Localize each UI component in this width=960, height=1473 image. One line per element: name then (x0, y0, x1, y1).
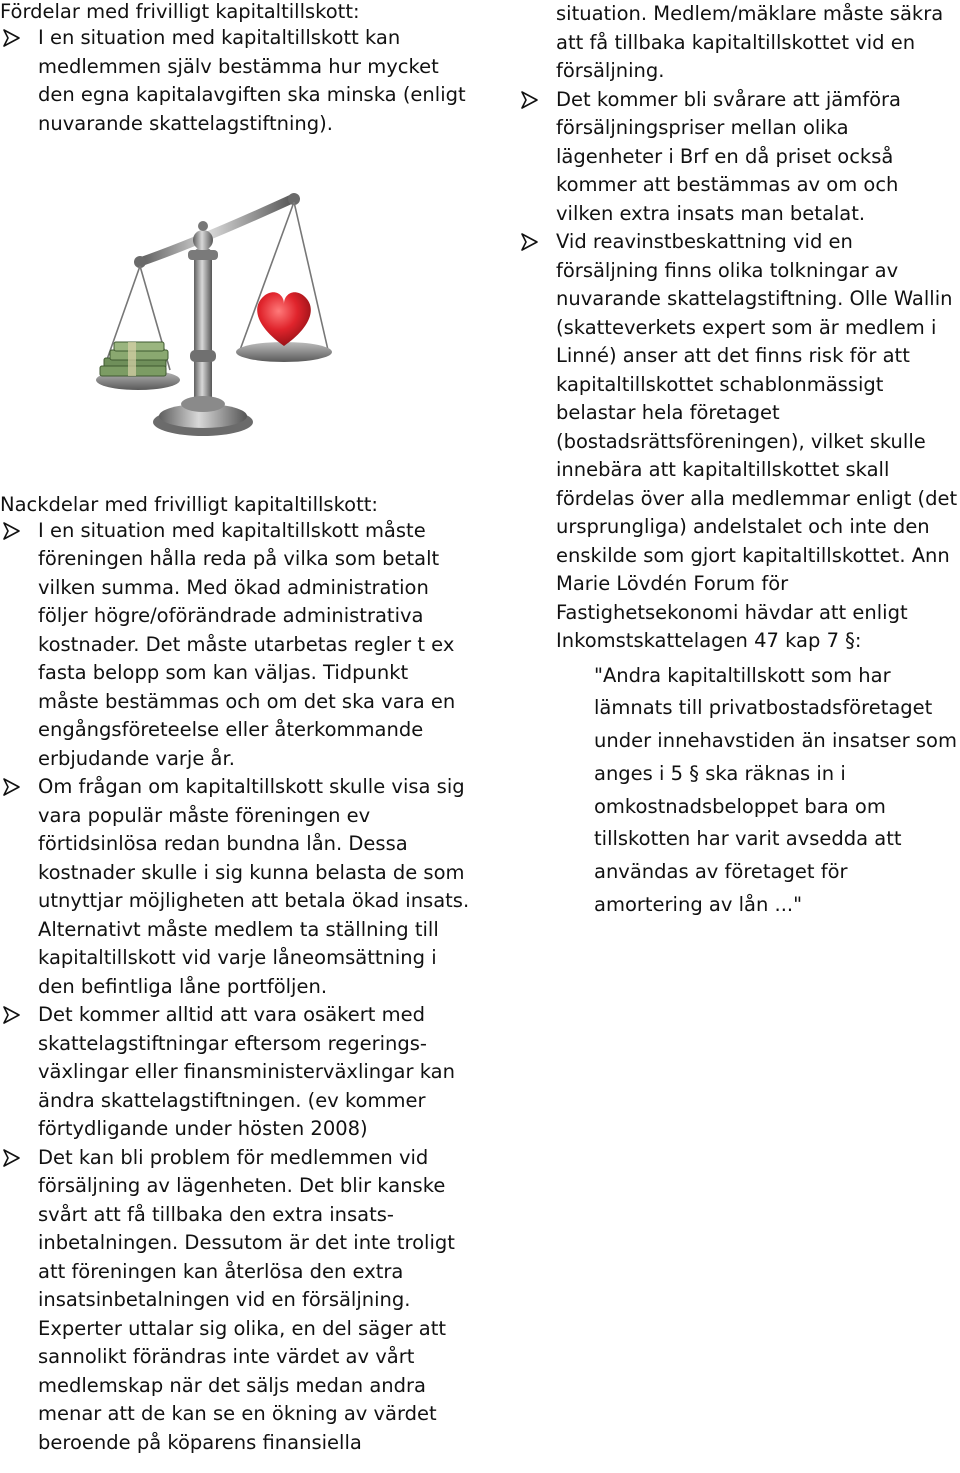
balance-scale-illustration (88, 190, 334, 460)
disadvantages-list (0, 517, 470, 1458)
money-stack-icon (100, 342, 168, 376)
list-item-text: I en situation med kapitaltillskott måste föreningen hålla reda på vilka som betalt vilken summa. Med ökad administration följer högre/oförändrade administrativa kostnader. Det måste utarbetas regler t ex fasta belopp som kan väljas. Tidpunkt måste bestämmas och om det ska vara en engångsföreteelse eller återkommande erbjudande varje år. (38, 518, 456, 770)
arrowhead-bullet-icon (2, 1001, 22, 1029)
list-item-text: Det kan bli problem för medlemmen vid försäljning av lägenheten. Det blir kanske svårt att få tillbaka den extra insats-inbetalningen. Dessutom är det inte troligt att föreningen kan återlösa den extra insatsinbetalningen vid en försäljning. Experter uttalar sig olika, en del säger att sannolikt förändras inte värdet av vårt medlemskap när det säljs medan andra menar att de kan se en ökning av värdet beroende på köparens finansiella (38, 1145, 455, 1454)
list-item-text: Vid reavinstbeskattning vid en försäljning finns olika tolkningar av nuvarande skattelagstiftning. Olle Wallin (skatteverkets expert som är medlem i Linné) anser att det finns risk för att kapitaltillskottet schablonmässigt belastar hela företaget (bostadsrättsföreningen), vilket skulle innebära att kapitaltillskottet skall fördelas över alla medlemmar enligt (det ursprungliga) andelstalet och inte den enskilde som gjort kapitaltillskottet. Ann Marie Lövdén Forum för Fastighetsekonomi hävdar att enligt Inkomstskattelagen 47 kap 7 §: (556, 230, 958, 652)
list-item-text: Det kommer bli svårare att jämföra försäljningspriser mellan olika lägenheter i Brf en då priset också kommer att bestämmas av om och vilken extra insats man betalat. (556, 87, 901, 225)
disadvantages-heading: Nackdelar med frivilligt kapitaltillskott: (0, 492, 378, 516)
list-item (0, 773, 470, 1001)
list-item-text: I en situation med kapitaltillskott kan medlemmen själv bestämma hur mycket den egna kapitalavgiften ska minska (enligt nuvarande skattelagstiftning). (38, 26, 466, 135)
continuation-text: situation. Medlem/mäklare måste säkra att få tillbaka kapitaltillskottet vid en försäljning. (556, 2, 944, 82)
arrowhead-bullet-icon (520, 228, 540, 256)
arrowhead-bullet-icon (2, 517, 22, 545)
law-quote: "Andra kapitaltillskott som har lämnats till privatbostadsföretaget under innehavstiden än insatser som anges i 5 § ska räknas in i omkostnadsbeloppet bara om tillskotten har varit avsedda att användas av företaget för amortering av lån ..." (594, 663, 957, 917)
heart-icon (257, 292, 311, 346)
list-item (518, 86, 960, 229)
arrowhead-bullet-icon (2, 24, 22, 52)
list-item (0, 1144, 470, 1458)
arrowhead-bullet-icon (2, 1144, 22, 1172)
right-list (518, 86, 960, 656)
list-item (0, 24, 470, 138)
advantages-heading: Fördelar med frivilligt kapitaltillskott: (0, 0, 360, 23)
advantages-list (0, 24, 470, 138)
list-item (0, 1001, 470, 1144)
arrowhead-bullet-icon (520, 86, 540, 114)
left-column (0, 0, 470, 1457)
list-item-text: Om frågan om kapitaltillskott skulle visa sig vara populär måste föreningen ev förtidsinlösa redan bundna lån. Dessa kostnader skulle i sig kunna belasta de som utnyttjar möjligheten att betala ökad insats. Alternativt måste medlem ta ställning till kapitaltillskott vid varje låneomsättning i den befintliga låne portföljen. (38, 775, 470, 998)
list-item-text: Det kommer alltid att vara osäkert med skattelagstiftningar eftersom regerings-växlingar eller finansministerväxlingar kan ändra skattelagstiftningen. (ev kommer förtydligande under hösten 2008) (38, 1003, 455, 1140)
right-column (518, 0, 960, 922)
list-item (518, 228, 960, 656)
arrowhead-bullet-icon (2, 773, 22, 801)
list-item (0, 517, 470, 774)
